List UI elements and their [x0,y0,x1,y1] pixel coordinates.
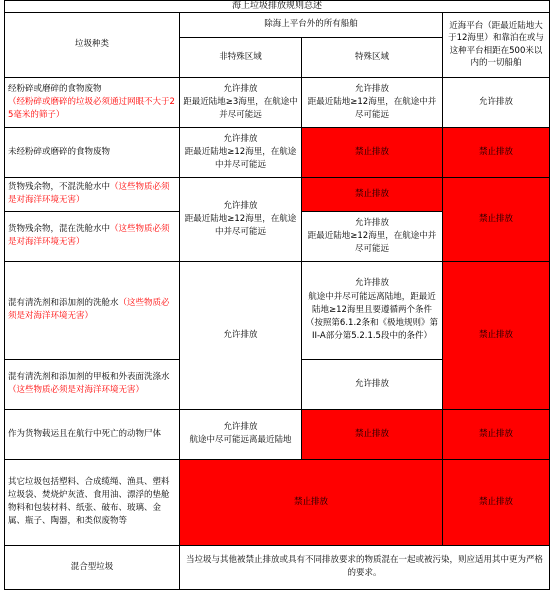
cell-platform-prohibited: 禁止排放 [443,261,550,409]
row-note: （这些物质必须是对海洋环境无害） [8,224,170,248]
header-platform: 近海平台（距最近陆地大于12海里）和靠泊在或与这种平台相距在500米以内的一切船舶 [443,12,550,77]
cell-outside-special: 允许排放 距最近陆地≥12海里，在航途中并尽可能远 [180,127,302,177]
header-outside-special-area: 非特殊区域 [180,37,302,77]
cell-outside-special: 允许排放 [180,261,302,409]
cell-special: 允许排放 距最近陆地≥12海里，在航途中并尽可能远 [302,211,443,261]
row-note: （经粉碎或磨碎的垃圾必须通过网眼不大于25毫米的筛子） [8,96,175,120]
garbage-discharge-table [4,0,550,590]
row-cleaning-agents-wash-water [5,261,180,359]
row-label: 货物残余物，不混洗舱水中 [8,182,111,193]
cell-mixed-garbage-rule: 当垃圾与其他被禁止排放或具有不同排放要求的物质混在一起或被污染，则应适用其中更为严格的要求。 [180,545,550,589]
row-note: （这些物质必须是对海洋环境无害） [8,182,170,206]
header-special-area: 特殊区域 [302,37,443,77]
row-label: 经粉碎或磨碎的食物废物 [8,83,102,94]
cell-special: 允许排放 [302,359,443,409]
row-note: （这些物质必须是对海洋环境无害） [8,385,145,396]
row-label: 货物残余物，混在洗舱水中 [8,224,111,235]
cell-outside-special: 允许排放 距最近陆地≥12海里，在航途中并尽可能远 [180,177,302,261]
cell-platform-prohibited: 禁止排放 [443,409,550,459]
cell-special: 允许排放 距最近陆地≥12海里，在航途中并尽可能远 [302,77,443,127]
cell-all-ships-prohibited: 禁止排放 [180,459,443,545]
cell-outside-special: 允许排放 距最近陆地≥3海里，在航途中并尽可能远 [180,77,302,127]
row-deck-wash-water [5,359,180,409]
cell-special: 允许排放 航途中并尽可能远离陆地，距最近陆地≥12海里且要遵循两个条件（按照第6.1.2条和《极地规则》第II-A部分第5.2.1.5段中的条件） [302,261,443,359]
cell-outside-special: 允许排放 航途中尽可能远离最近陆地 [180,409,302,459]
row-label: 混有清洗剂和添加剂的洗舱水 [8,298,119,309]
row-other-garbage: 其它垃圾包括塑料、合成缆绳、渔具、塑料垃圾袋、焚烧炉灰渣、食用油、漂浮的垫舱物料和包装材料、纸张、破布、玻璃、金属、瓶子、陶器，和类似废物等 [5,459,180,545]
cell-special-prohibited: 禁止排放 [302,127,443,177]
cell-platform-prohibited: 禁止排放 [443,127,550,177]
table-title: 海上垃圾排放规则总述 [5,1,550,13]
row-label: 混有清洗剂和添加剂的甲板和外表面洗涤水 [8,372,170,383]
row-note: （这些物质必须是对海洋环境无害） [8,298,170,322]
header-all-ships: 除海上平台外的所有船舶 [180,12,443,37]
cell-platform-prohibited: 禁止排放 [443,459,550,545]
row-mixed-garbage: 混合型垃圾 [5,545,180,589]
cell-special-prohibited: 禁止排放 [302,177,443,211]
cell-platform-prohibited: 禁止排放 [443,177,550,261]
row-cargo-residues-not-in-wash-water [5,177,180,211]
cell-platform: 允许排放 [443,77,550,127]
header-category: 垃圾种类 [5,12,180,77]
cell-special-prohibited: 禁止排放 [302,409,443,459]
row-cargo-residues-in-wash-water [5,211,180,261]
row-animal-carcasses: 作为货物载运且在航行中死亡的动物尸体 [5,409,180,459]
row-ground-food-waste [5,77,180,127]
row-unground-food-waste: 未经粉碎或磨碎的食物废物 [5,127,180,177]
